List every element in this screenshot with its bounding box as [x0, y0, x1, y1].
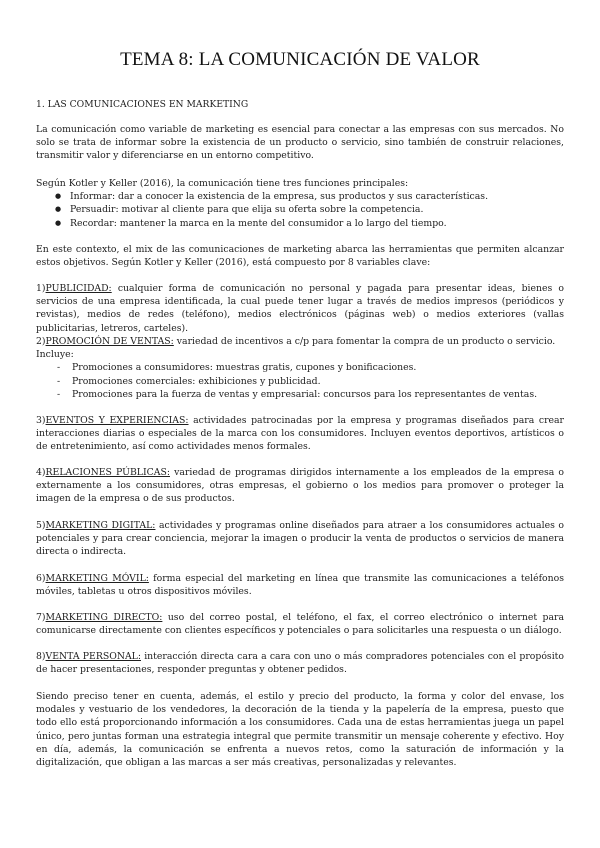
variable-number: 3) [36, 415, 46, 426]
functions-intro: Según Kotler y Keller (2016), la comunicación tiene tres funciones principales: [36, 178, 409, 189]
variable-term: EVENTOS Y EXPERIENCIAS: [45, 415, 189, 426]
promotion-item-consumers: - Promociones a consumidores: muestras gratis, cupones y bonificaciones. [36, 361, 564, 374]
function-item-remind: ● Recordar: mantener la marca en la mente del consumidor a lo largo del tiempo. [36, 217, 564, 230]
variable-marketing-digital [36, 519, 564, 559]
variable-eventos [36, 414, 564, 454]
variable-term: MARKETING MÓVIL: [45, 573, 149, 584]
variable-number: 5) [36, 520, 46, 531]
closing-paragraph-text: Siendo preciso tener en cuenta, además, el estilo y precio del producto, la forma y color del envase, los modales y vestuario de los vendedores, la decoración de la tienda y la papelería de la empresa, puesto que todo ello está proporcionando información a los consumidores. Cada una de estas herramientas juega un papel único, pero juntas forman una estrategia integral que permite transmitir un mensaje coherente y efectivo. Hoy en día, además, la comunicación se enfrenta a nuevos retos, como la saturación de información y la digitalización, que obligan a las marcas a ser más creativas, personalizadas y relevantes. [36, 691, 564, 769]
closing-paragraph [36, 690, 564, 769]
variable-text: actividades y programas online diseñados para atraer a los consumidores actuales o potenciales y para crear conciencia, mejorar la imagen o producir la venta de productos o servicios de manera directa o indirecta. [36, 520, 564, 558]
variable-text: actividades patrocinadas por la empresa y programas diseñados para crear interacciones diarias o especiales de la marca con los consumidores. Incluyen eventos deportivos, artísticos o de entretenimiento, así como actividades menos formales. [36, 415, 564, 453]
variable-term: RELACIONES PÚBLICAS: [45, 467, 170, 478]
variable-term: PUBLICIDAD: [45, 283, 112, 294]
promotion-item-commercial: - Promociones comerciales: exhibiciones y publicidad. [36, 375, 564, 388]
variable-text: variedad de programas dirigidos internamente a los empleados de la empresa o externamente a los consumidores, otras empresas, el gobierno o los medios para promover o proteger la imagen de la empresa o de sus productos. [36, 467, 564, 505]
variable-term: MARKETING DIGITAL: [45, 520, 156, 531]
functions-list [36, 190, 564, 230]
intro-paragraph-text: La comunicación como variable de marketing es esencial para conectar a las empresas con sus mercados. No solo se trata de informar sobre la existencia de un producto o servicio, sino también de construir relaciones, transmitir valor y diferenciarse en un entorno competitivo. [36, 124, 564, 162]
variable-text: cualquier forma de comunicación no personal y pagada para presentar ideas, bienes o servicios de una empresa identificada, la cual puede tener lugar a través de medios impresos (periódicos y revistas), medios de redes (teléfono), medios electrónicos (páginas web) o medios exteriores (vallas publicitarias, letreros, carteles). [36, 283, 564, 334]
function-item-persuade: ● Persuadir: motivar al cliente para que elija su oferta sobre la competencia. [36, 203, 564, 216]
includes-label: Incluye: [36, 349, 74, 361]
variable-number: 1) [36, 283, 46, 294]
variable-promocion-ventas [36, 335, 564, 401]
variable-term: MARKETING DIRECTO: [45, 612, 163, 623]
variable-number: 4) [36, 467, 46, 478]
variable-venta-personal [36, 650, 564, 676]
variable-marketing-directo [36, 611, 564, 637]
promotions-list [36, 361, 564, 401]
section-heading [36, 98, 564, 111]
section-heading-text: 1. LAS COMUNICACIONES EN MARKETING [36, 99, 249, 110]
variable-text: interacción directa cara a cara con uno o más compradores potenciales con el propósito de hacer presentaciones, responder preguntas y obtener pedidos. [36, 651, 565, 676]
variable-term: VENTA PERSONAL: [45, 651, 141, 662]
variable-publicidad [36, 282, 564, 335]
variable-text: forma especial del marketing en línea que transmite las comunicaciones a teléfonos móviles, tabletas u otros dispositivos móviles. [36, 573, 565, 598]
variable-number: 7) [36, 612, 46, 623]
variable-relaciones-publicas [36, 466, 564, 506]
document-title: TEMA 8: LA COMUNICACIÓN DE VALOR [120, 49, 480, 70]
variable-text: variedad de incentivos a c/p para fomentar la compra de un producto o servicio. [173, 336, 556, 347]
variable-number: 8) [36, 651, 46, 662]
variable-text: uso del correo postal, el teléfono, el fax, el correo electrónico o internet para comunicarse directamente con clientes específicos y potenciales o para solicitarles una respuesta o un diálogo. [36, 612, 564, 637]
functions-block [36, 177, 564, 230]
promotion-item-salesforce: - Promociones para la fuerza de ventas y empresarial: concursos para los representantes de ventas. [36, 388, 564, 401]
function-item-inform: ● Informar: dar a conocer la existencia de la empresa, sus productos y sus características. [36, 190, 564, 203]
variable-number: 6) [36, 573, 46, 584]
variable-marketing-movil [36, 572, 564, 598]
mix-paragraph [36, 243, 564, 269]
intro-paragraph [36, 123, 564, 163]
variable-term: PROMOCIÓN DE VENTAS: [45, 336, 174, 347]
variable-number: 2) [36, 336, 46, 347]
mix-paragraph-text: En este contexto, el mix de las comunicaciones de marketing abarca las herramientas que permiten alcanzar estos objetivos. Según Kotler y Keller (2016), está compuesto por 8 variables clave: [36, 244, 564, 269]
